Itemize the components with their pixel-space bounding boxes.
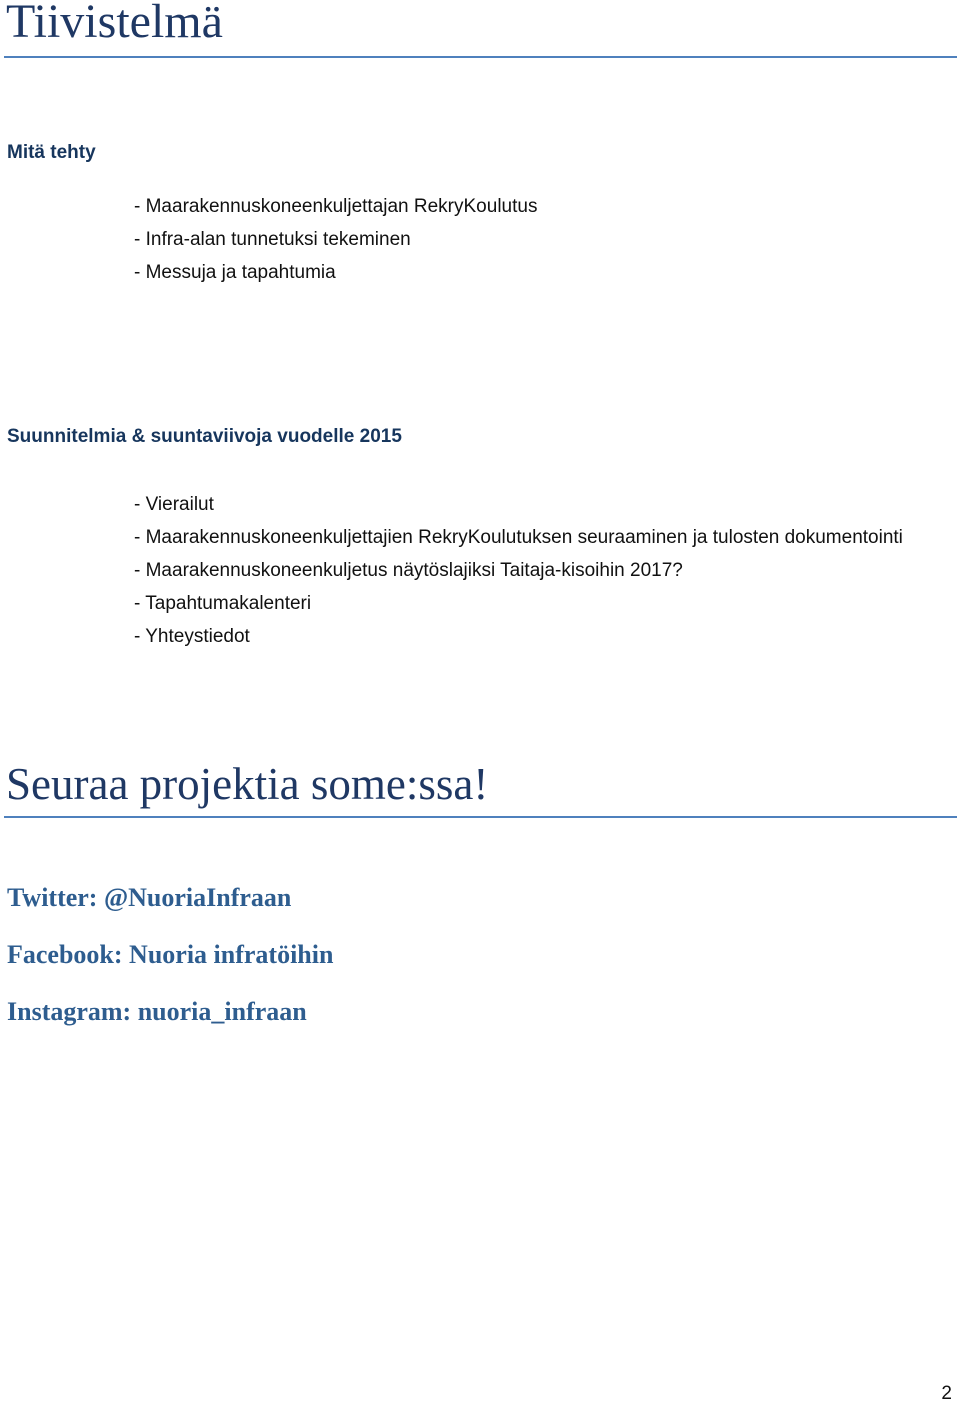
twitter-handle: Twitter: @NuoriaInfraan <box>7 883 292 912</box>
instagram-handle: Instagram: nuoria_infraan <box>7 997 307 1026</box>
list-item: - Maarakennuskoneenkuljettajien RekryKoulutuksen seuraaminen ja tulosten dokumentointi <box>134 527 903 548</box>
list-item: - Infra-alan tunnetuksi tekeminen <box>134 229 411 250</box>
follow-heading: Seuraa projektia some:ssa! <box>6 759 489 809</box>
facebook-page: Facebook: Nuoria infratöihin <box>7 940 334 969</box>
page-title: Tiivistelmä <box>6 0 223 48</box>
list-item: - Messuja ja tapahtumia <box>134 262 336 283</box>
plans-list <box>134 488 944 653</box>
follow-underline <box>4 816 957 818</box>
list-item: - Maarakennuskoneenkuljetus näytöslajiksi Taitaja-kisoihin 2017? <box>134 560 683 581</box>
page-number: 2 <box>941 1383 952 1404</box>
done-list <box>134 190 537 289</box>
section-heading-done: Mitä tehty <box>7 142 96 163</box>
list-item: - Tapahtumakalenteri <box>134 593 312 614</box>
list-item: - Yhteystiedot <box>134 626 250 647</box>
title-underline <box>4 56 957 58</box>
list-item: - Maarakennuskoneenkuljettajan RekryKoulutus <box>134 196 538 217</box>
list-item: - Vierailut <box>134 494 214 515</box>
section-heading-plans: Suunnitelmia & suuntaviivoja vuodelle 2015 <box>7 426 402 447</box>
